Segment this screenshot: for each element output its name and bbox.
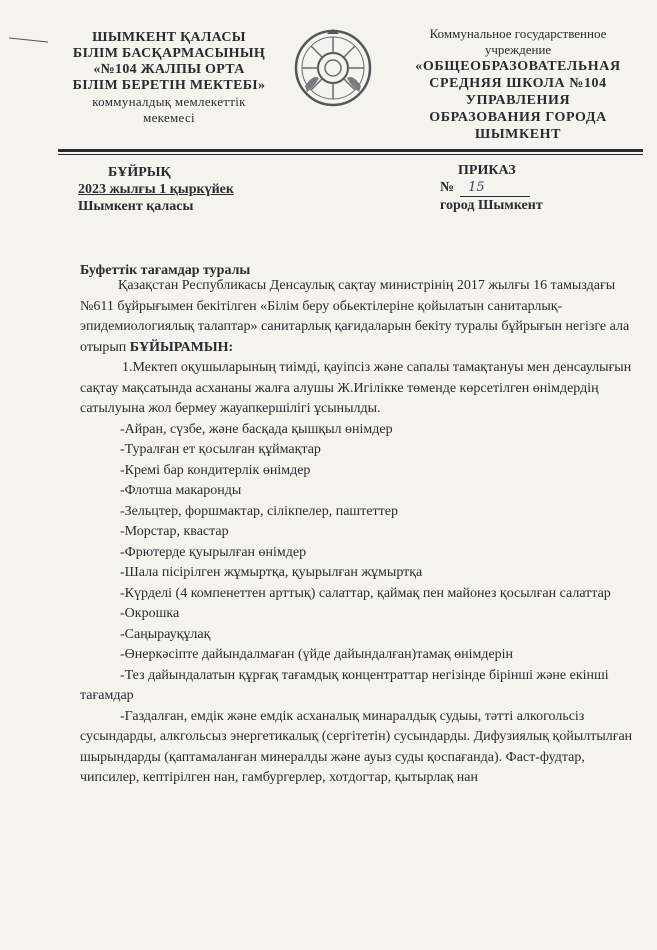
list-item: -Фрютерде қуырылған өнімдер: [120, 544, 307, 560]
list-item: -Зельцтер, форшмактар, сілікпелер, паштеттер: [120, 503, 398, 519]
list-item: -Тез дайындалатын құрғақ тағамдық концентраттар негізінде бірінші және екінші тағамдар: [80, 667, 609, 703]
preamble-paragraph: [80, 276, 640, 358]
header-russian-line: Коммунальное государственное: [429, 26, 607, 41]
order-number-value: 15: [468, 180, 485, 195]
document-body: [80, 276, 640, 789]
header-russian-line: ШЫМКЕНТ: [474, 127, 562, 142]
header-divider: [58, 154, 643, 155]
order-title-russian: ПРИКАЗ: [458, 163, 516, 178]
order-block-kazakh: [78, 164, 234, 215]
kazakhstan-state-emblem-icon: [293, 28, 373, 108]
list-item: -Шала пісірілген жұмыртқа, қуырылған жұмыртқа: [120, 565, 423, 580]
order-title-kazakh: БҰЙРЫҚ: [108, 165, 171, 180]
header-russian-line: УПРАВЛЕНИЯ: [465, 93, 571, 108]
order-number-label: №: [440, 180, 455, 195]
list-item: -Морстар, квастар: [120, 524, 229, 539]
list-item: -Өнеркәсіпте дайындалмаған (үйде дайындалған)тамақ өнімдерін: [120, 647, 514, 662]
order-number-underline: [460, 179, 530, 197]
order-number-row: [440, 179, 543, 197]
header-kazakh: [52, 30, 286, 126]
header-kazakh-line: «№104 ЖАЛПЫ ОРТА: [93, 62, 245, 77]
header-russian-line: учреждение: [484, 42, 552, 57]
list-item: -Саңырауқұлақ: [120, 626, 211, 642]
point-1: 1.Мектеп оқушыларының тиімді, қауіпсіз және сапалы тамақтануы мен денсаулығын сақтау мақсатында асхананы жалға алушы Ж.Игілікке төменде көрсетілген өнімдердің сатылуына жол бермеу жауапкершілігі ұсынылды.: [80, 360, 632, 416]
order-city-russian: город Шымкент: [440, 198, 543, 213]
list-item: -Кремі бар кондитерлік өнімдер: [120, 462, 311, 478]
list-item: -Күрделі (4 компенеттен арттық) салаттар, қаймақ пен майонез қосылған салаттар: [120, 585, 611, 601]
list-item: -Флотша макаронды: [120, 483, 242, 498]
header-kazakh-line: БІЛІМ БАСҚАРМАСЫНЫҢ: [72, 46, 266, 61]
header-russian-line: ОБРАЗОВАНИЯ ГОРОДА: [429, 110, 607, 125]
header-divider: [58, 149, 643, 152]
header-kazakh-line: коммуналдық мемлекеттік: [92, 94, 246, 109]
header-russian-line: СРЕДНЯЯ ШКОЛА №104: [429, 76, 607, 91]
order-date: 2023 жылғы 1 қыркүйек: [78, 182, 234, 197]
list-item: -Газдалған, емдік және емдік асханалық минаралдық судыы, тәтті алкогольсіз сусындарды, алкгольсыз энергетикалық (сергітетін) сусындарды. Дифузиялық қойылтылған шырындарды (қаптамаланған минералды және ауыз суды қоспағанда). Фаст-фудтар, чипсилер, кептірілген нан, гамбургерлер, хотдогтар, қытырлақ нан: [80, 708, 633, 785]
preamble-text: Қазақстан Республикасы Денсаулық сақтау министрінің 2017 жылғы 16 тамыздағы №611 бұйрығымен бекітілген «Білім беру обьектілеріне қойылатын санитарлық-эпидемиологиялық талаптар» санитарлық қағидаларын бекіту туралы бұйрығын негізге ала отырып: [80, 278, 630, 355]
list-item: -Айран, сүзбе, және басқада қышқыл өнімдер: [120, 421, 393, 437]
decree-word: БҰЙЫРАМЫН:: [129, 339, 234, 355]
document-subject: Буфеттік тағамдар туралы: [80, 263, 251, 278]
pen-mark: [8, 36, 50, 44]
list-item: -Окрошка: [120, 606, 180, 621]
header-russian-line: «ОБЩЕОБРАЗОВАТЕЛЬНАЯ: [415, 59, 621, 74]
header-kazakh-line: БІЛІМ БЕРЕТІН МЕКТЕБІ»: [72, 78, 266, 93]
header-kazakh-line: мекемесі: [143, 110, 195, 125]
header-kazakh-line: ШЫМКЕНТ ҚАЛАСЫ: [92, 30, 246, 45]
header-russian: [393, 26, 643, 143]
order-block-russian: [440, 162, 543, 214]
order-city-kazakh: Шымкент қаласы: [78, 199, 194, 214]
list-item: -Туралған ет қосылған құймақтар: [120, 442, 321, 457]
